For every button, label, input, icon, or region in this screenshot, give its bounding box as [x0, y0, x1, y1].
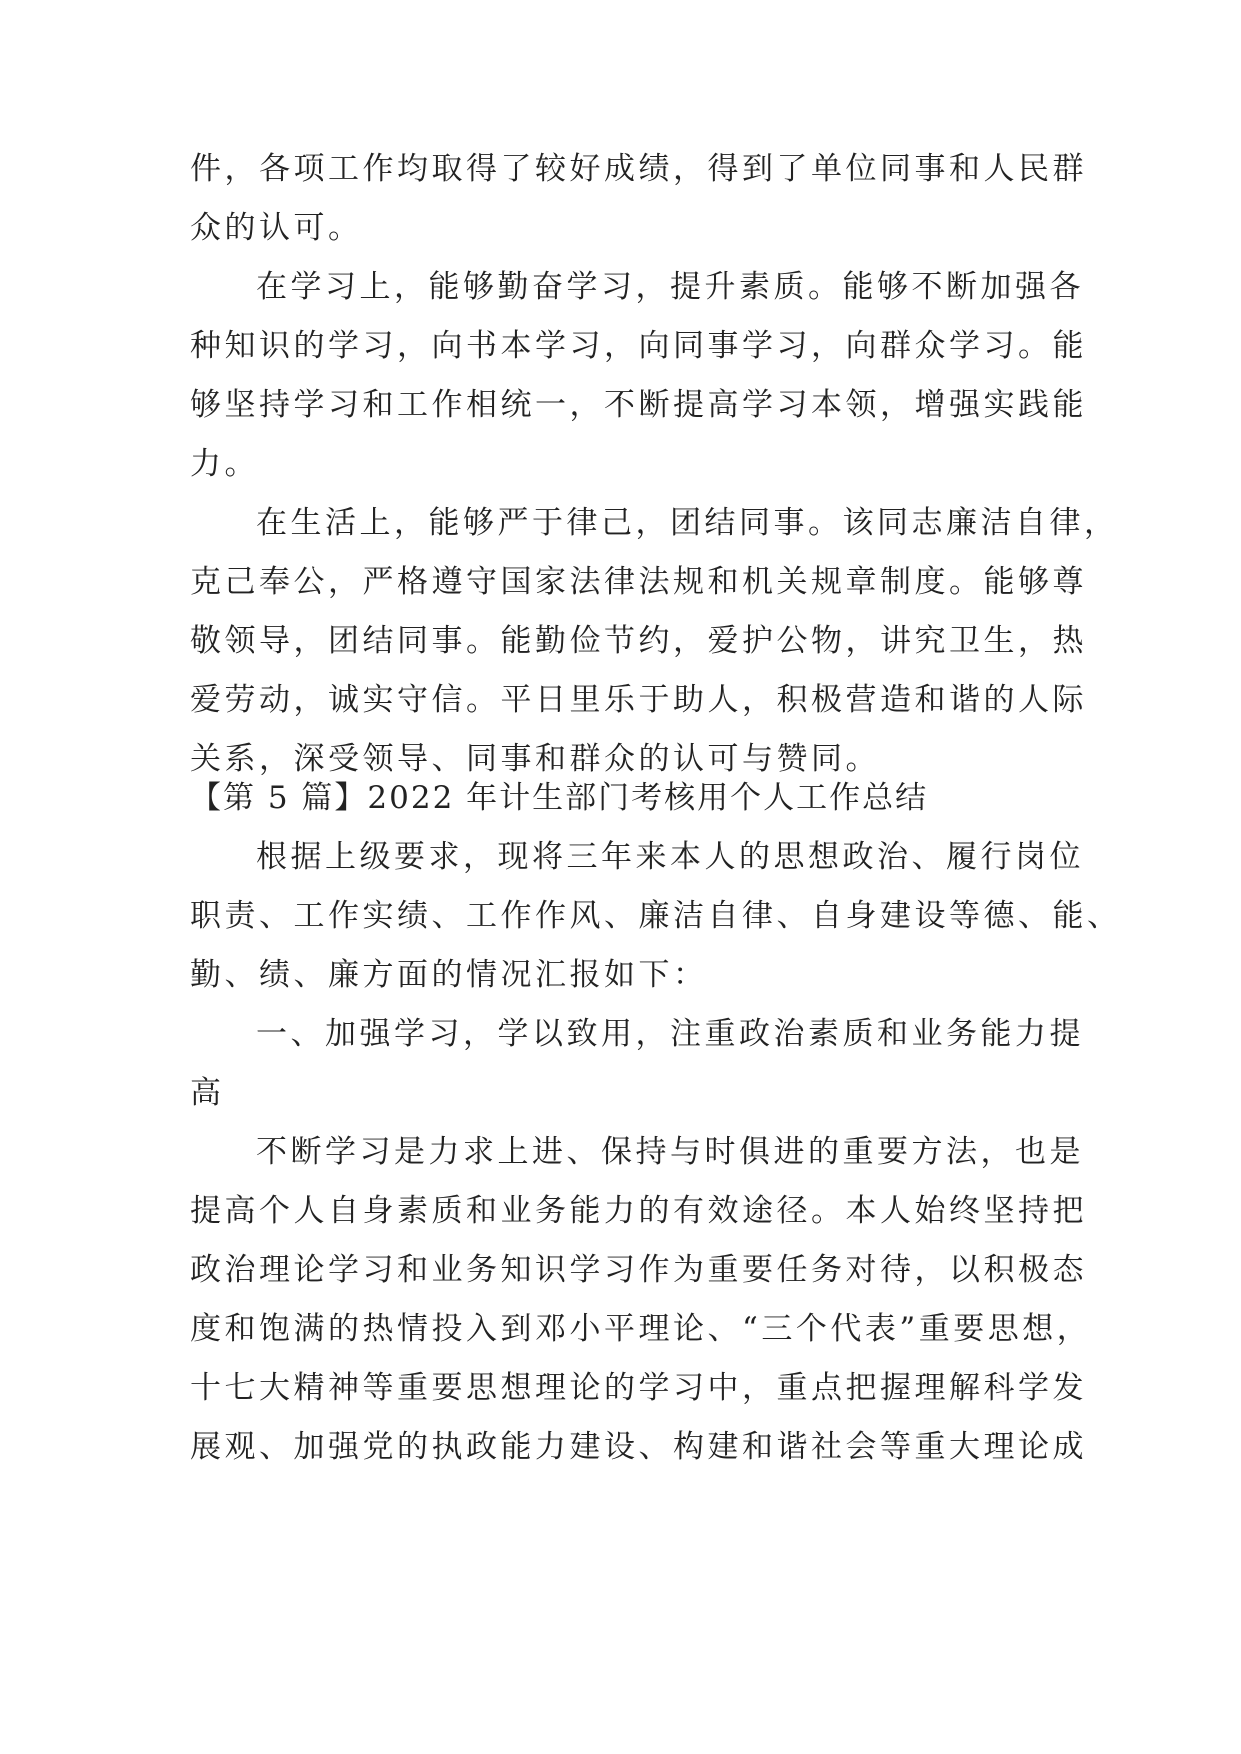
- paragraph-line: 够坚持学习和工作相统一，不断提高学习本领，增强实践能: [190, 387, 1087, 423]
- paragraph-line: 件，各项工作均取得了较好成绩，得到了单位同事和人民群: [190, 151, 1087, 187]
- text-section-top: [190, 140, 1119, 789]
- paragraph-line: 度和饱满的热情投入到邓小平理论、“三个代表”重要思想，: [190, 1311, 1092, 1347]
- paragraph-line: 在生活上，能够严于律己，团结同事。该同志廉洁自律，: [256, 505, 1119, 541]
- paragraph-line: 在学习上，能够勤奋学习，提升素质。能够不断加强各: [256, 269, 1084, 305]
- paragraph-line: 力。: [190, 446, 259, 482]
- paragraph-line: 职责、工作实绩、工作作风、廉洁自律、自身建设等德、能、: [190, 898, 1122, 934]
- paragraph-life: [190, 494, 1119, 789]
- paragraph-line: 十七大精神等重要思想理论的学习中，重点把握理解科学发: [190, 1370, 1087, 1406]
- paragraph-line: 展观、加强党的执政能力建设、构建和谐社会等重大理论成: [190, 1429, 1087, 1465]
- paragraph-line: 克己奉公，严格遵守国家法律法规和机关规章制度。能够尊: [190, 564, 1087, 600]
- paragraph-line: 不断学习是力求上进、保持与时俱进的重要方法，也是: [256, 1134, 1084, 1170]
- paragraph-line: 敬领导，团结同事。能勤俭节约，爱护公物，讲究卫生，热: [190, 623, 1087, 659]
- text-section-bottom: [190, 828, 1122, 1477]
- paragraph-line: 根据上级要求，现将三年来本人的思想政治、履行岗位: [256, 839, 1084, 875]
- paragraph-line: 一、加强学习，学以致用，注重政治素质和业务能力提: [256, 1016, 1084, 1052]
- paragraph-intro: [190, 828, 1122, 1005]
- paragraph-learning: [190, 1123, 1092, 1477]
- article-heading: 【第 5 篇】2022 年计生部门考核用个人工作总结: [190, 780, 929, 816]
- paragraph-line: 提高个人自身素质和业务能力的有效途径。本人始终坚持把: [190, 1193, 1087, 1229]
- paragraph-line: 种知识的学习，向书本学习，向同事学习，向群众学习。能: [190, 328, 1087, 364]
- paragraph-continuation: [190, 140, 1087, 258]
- paragraph-line: 关系，深受领导、同事和群众的认可与赞同。: [190, 741, 880, 777]
- paragraph-line: 勤、绩、廉方面的情况汇报如下：: [190, 957, 708, 993]
- paragraph-study: [190, 258, 1087, 494]
- paragraph-subheading-one: [190, 1005, 1084, 1123]
- paragraph-line: 高: [190, 1075, 225, 1111]
- paragraph-line: 政治理论学习和业务知识学习作为重要任务对待，以积极态: [190, 1252, 1087, 1288]
- paragraph-line: 爱劳动，诚实守信。平日里乐于助人，积极营造和谐的人际: [190, 682, 1087, 718]
- paragraph-line: 众的认可。: [190, 210, 363, 246]
